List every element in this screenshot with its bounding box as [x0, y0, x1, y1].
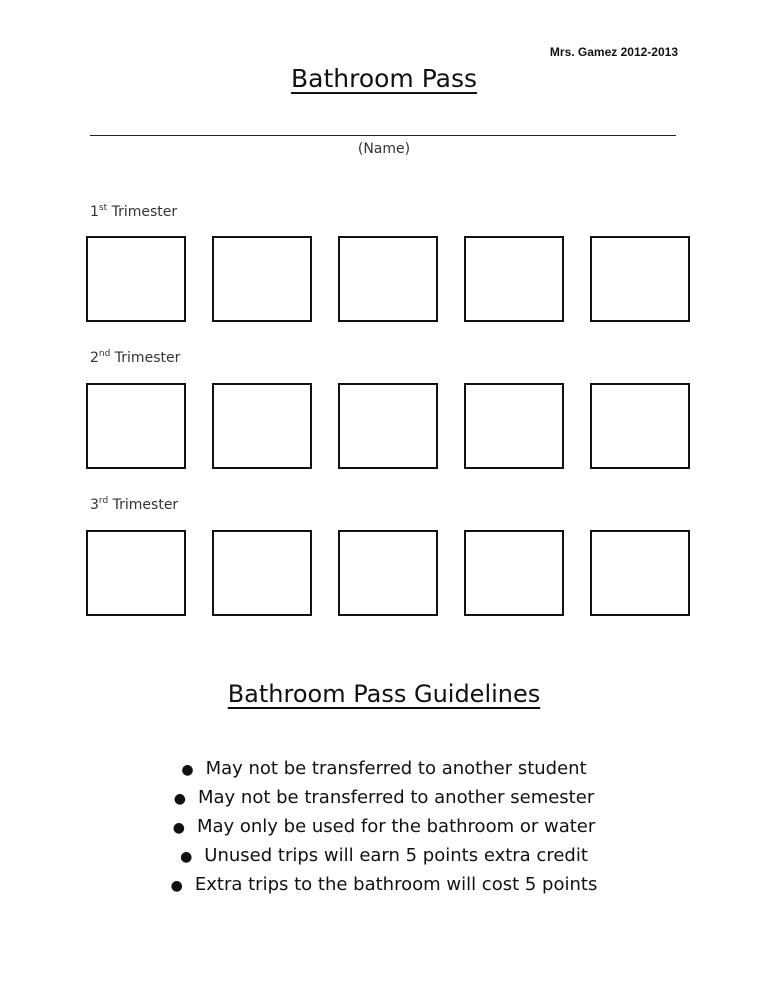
bullet-icon: ● — [173, 791, 186, 807]
guideline-text: May only be used for the bathroom or water — [196, 816, 596, 837]
guidelines-list — [0, 755, 768, 900]
pass-box[interactable] — [590, 530, 690, 616]
trimester-1-text: Trimester — [111, 204, 178, 220]
list-item — [0, 784, 768, 813]
pass-box[interactable] — [86, 383, 186, 469]
pass-box[interactable] — [212, 236, 312, 322]
guideline-text: May not be transferred to another semester — [197, 787, 595, 808]
header-note: Mrs. Gamez 2012-2013 — [549, 45, 678, 59]
name-label: (Name) — [357, 141, 411, 157]
pass-box[interactable] — [338, 236, 438, 322]
bullet-icon: ● — [170, 878, 183, 894]
trimester-3-number: 3 — [90, 497, 99, 513]
list-item — [0, 842, 768, 871]
guideline-text: Extra trips to the bathroom will cost 5 points — [194, 874, 598, 895]
name-line — [90, 135, 676, 136]
bullet-icon: ● — [172, 820, 185, 836]
pass-box[interactable] — [464, 530, 564, 616]
guideline-text: May not be transferred to another student — [205, 758, 587, 779]
pass-box[interactable] — [590, 236, 690, 322]
trimester-3-suffix: rd — [98, 496, 109, 506]
trimester-1-label — [90, 204, 177, 220]
trimester-2-number: 2 — [90, 350, 99, 366]
page-title: Bathroom Pass — [290, 64, 478, 93]
pass-box[interactable] — [338, 383, 438, 469]
list-item — [0, 755, 768, 784]
pass-box[interactable] — [86, 236, 186, 322]
trimester-1-number: 1 — [90, 204, 99, 220]
trimester-3-label — [90, 497, 178, 513]
pass-box[interactable] — [212, 530, 312, 616]
trimester-2-suffix: nd — [98, 349, 111, 359]
pass-box[interactable] — [464, 383, 564, 469]
bullet-icon: ● — [181, 762, 194, 778]
trimester-2-text: Trimester — [114, 350, 181, 366]
list-item — [0, 813, 768, 842]
guideline-text: Unused trips will earn 5 points extra credit — [204, 845, 588, 866]
trimester-2-boxes — [86, 383, 690, 469]
bullet-icon: ● — [180, 849, 193, 865]
pass-box[interactable] — [590, 383, 690, 469]
pass-box[interactable] — [464, 236, 564, 322]
guidelines-title: Bathroom Pass Guidelines — [227, 680, 541, 708]
pass-box[interactable] — [86, 530, 186, 616]
trimester-1-suffix: st — [98, 203, 108, 213]
trimester-2-label — [90, 350, 180, 366]
pass-box[interactable] — [338, 530, 438, 616]
list-item — [0, 871, 768, 900]
trimester-1-boxes — [86, 236, 690, 322]
trimester-3-text: Trimester — [112, 497, 179, 513]
pass-box[interactable] — [212, 383, 312, 469]
trimester-3-boxes — [86, 530, 690, 616]
